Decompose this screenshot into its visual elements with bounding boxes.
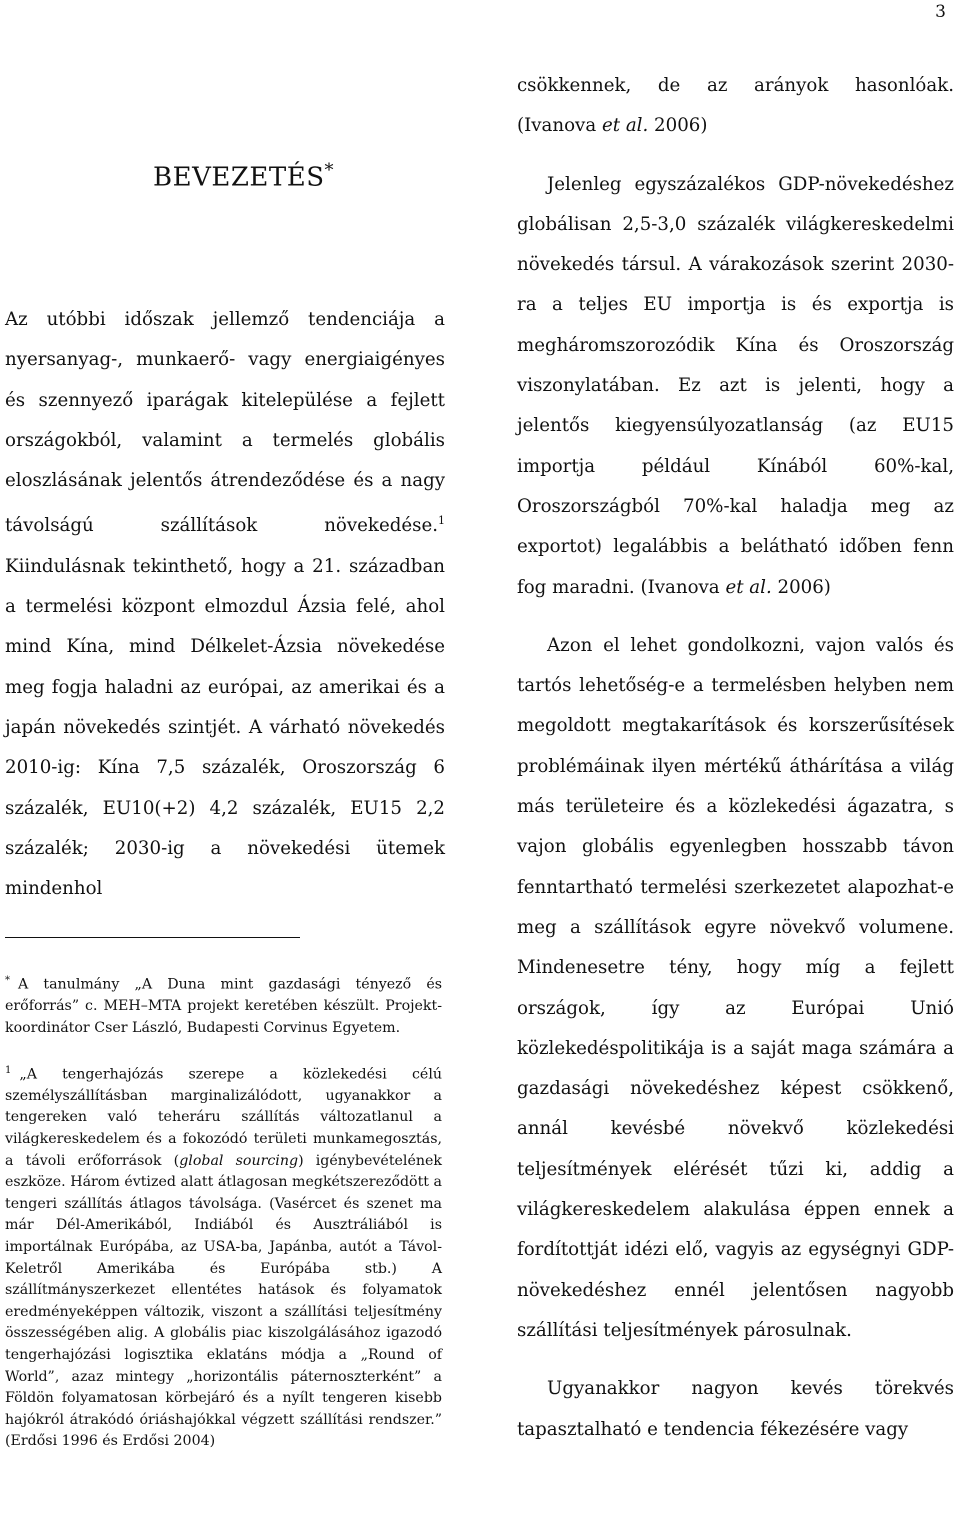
- footnote-ref-1[interactable]: 1: [438, 514, 445, 528]
- right-p1-italic: et al.: [601, 115, 649, 137]
- footnote-star-mark: *: [5, 975, 10, 986]
- footnote-1-italic: global sourcing: [179, 1152, 299, 1169]
- footnote-1: [5, 1060, 442, 1453]
- intro-text-part-1: Az utóbbi időszak jellemző tendenciája a nyersanyag-, munkaerő- vagy energiaigényes és szennyező iparágak kitelepülése a fejlett országokból, valamint a termelés globális eloszlásának jelentős átrendeződése és a nagy távolságú szállítások növekedése.: [5, 309, 445, 537]
- section-title-text: BEVEZETÉS: [153, 162, 325, 193]
- section-title: [153, 160, 334, 193]
- right-paragraph-1: [517, 66, 954, 147]
- title-footnote-mark: *: [324, 160, 335, 181]
- footnote-1-text-b: ) igénybevételének eszköze. Három évtized alatt átlagosan megkétszereződött a tengeri szállítás átlagos távolsága. (Vasércet és szenet ma már Dél-Amerikából, Indiából és Ausztráliából is importálnak Európába, az USA-ba, Japánba, autót a Távol-Keletről Amerikába és Európába stb.) A szállítmányszerkezet ellentétes hatások és folyamatok eredményeképpen változik, viszont a szállítási teljesítmény összességében alig. A globális piac kiszolgálásához igazodó tengerhajózási logisztika eklatáns módja a „Round of World”, azaz mintegy „horizontális páternoszterként” a Földön folyamatosan körbejáró és a nyílt tengeren kisebb hajókról átrakódó óriáshajókkal végzett szállítási rendszer.” (Erdősi 1996 és Erdősi 2004): [5, 1152, 442, 1450]
- left-body-text: [5, 300, 445, 910]
- right-p1-text-a: csökkennek, de az arányok hasonlóak. (Ivanova: [517, 75, 954, 137]
- right-p2-italic: et al.: [725, 576, 772, 598]
- footnote-1-mark: 1: [5, 1064, 12, 1076]
- intro-paragraph: [5, 300, 445, 910]
- right-p2-text-b: 2006): [771, 576, 831, 598]
- right-paragraph-2: [517, 165, 954, 608]
- right-paragraph-3: Azon el lehet gondolkozni, vajon valós és tartós lehetőség-e a termelésben helyben nem megoldott megtakarítások és korszerűsítések problémáinak ilyen mértékű áthárítása a világ más területeire és a közlekedési ágazatra, s vajon globális egyenlegben hosszabb távon fenntartható termelési szerkezetet alapozhat-e meg a szállítások egyre növekvő volumene. Mindenesetre tény, hogy míg a fejlett országok, így az Európai Unió közlekedéspolitikája is a saját maga számára a gazdasági növekedéshez képest csökkenő, annál kevésbé növekvő közlekedési teljesítmények elérését tűzi ki, addig a világkereskedelem alakulása éppen ennek a fordítottját idézi elő, vagyis az egységnyi GDP-növekedéshez ennél jelentősen nagyobb szállítási teljesítmények párosulnak.: [517, 634, 954, 1341]
- right-paragraph-4: Ugyanakkor nagyon kevés törekvés tapasztalható e tendencia fékezésére vagy: [517, 1378, 954, 1440]
- footnote-star-text: A tanulmány „A Duna mint gazdasági tényező és erőforrás” c. MEH–MTA projekt keretében készült. Projekt-koordinátor Cser László, Budapesti Corvinus Egyetem.: [5, 976, 442, 1036]
- footnotes: [5, 970, 442, 1453]
- page-number: 3: [935, 2, 946, 22]
- right-body-text: [517, 66, 954, 1450]
- footnote-1-text-a: „A tengerhajózás szerepe a közlekedési célú személyszállításban marginalizálódott, ugyanakkor a tengereken való teheráru szállítás változatlanul a világkereskedelem és a fokozódó területi munkamegosztás, a távoli erőforrások (: [5, 1066, 442, 1169]
- right-p1-text-b: 2006): [648, 115, 708, 137]
- footnote-divider: [5, 937, 300, 938]
- footnote-star: [5, 970, 442, 1040]
- intro-text-part-2: Kiindulásnak tekinthető, hogy a 21. században a termelési központ elmozdul Ázsia felé, ahol mind Kína, mind Délkelet-Ázsia növekedése meg fogja haladni az európai, az amerikai és a japán növekedés szintjét. A várható növekedés 2010-ig: Kína 7,5 százalék, Oroszország 6 százalék, EU10(+2) 4,2 százalék, EU15 2,2 százalék; 2030-ig a növekedési ütemek mindenhol: [5, 555, 445, 900]
- right-p2-text-a: Jelenleg egyszázalékos GDP-növekedéshez globálisan 2,5-3,0 százalék világkereskedelmi növekedés társul. A várakozások szerint 2030-ra a teljes EU importja is és exportja is megháromszorozódik Kína és Oroszország viszonylatában. Ez azt is jelenti, hogy a jelentős kiegyensúlyozatlanság (az EU15 importja például Kínából 60%-kal, Oroszországból 70%-kal haladja meg az exportot) legalábbis a belátható időben fenn fog maradni. (Ivanova: [517, 173, 954, 598]
